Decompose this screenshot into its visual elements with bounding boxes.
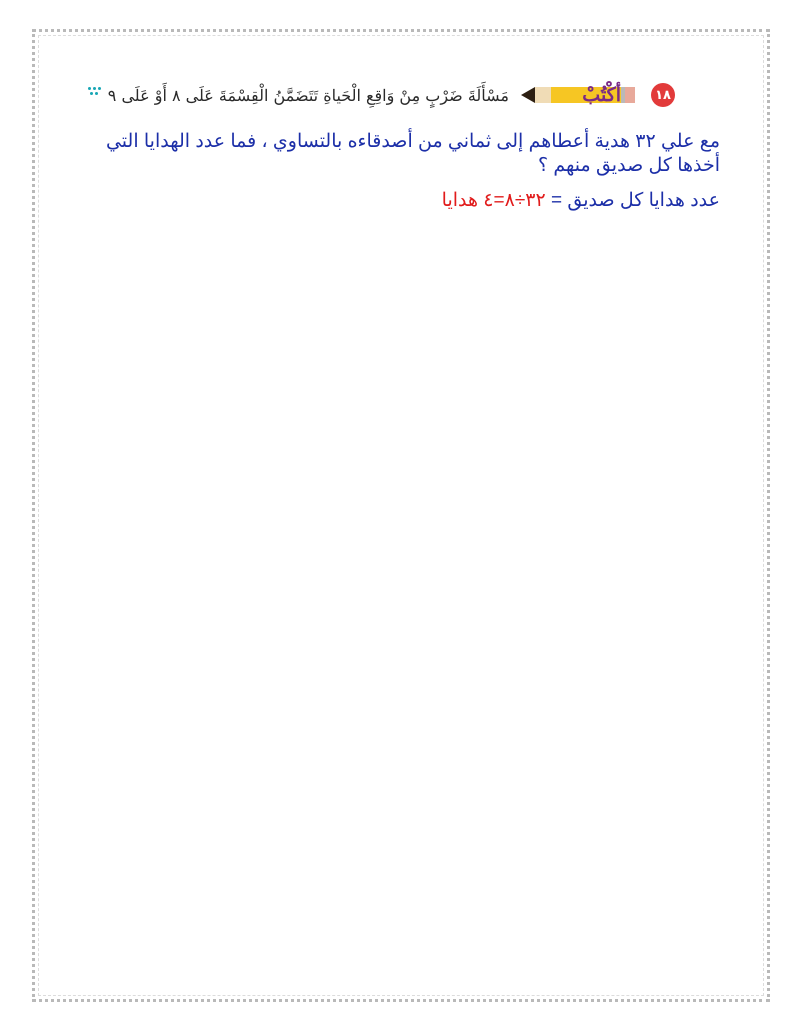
question-number-badge: ١٨ (651, 83, 675, 107)
question-line-2: أخذها كل صديق منهم ؟ (538, 155, 720, 176)
exercise-prompt-text: مَسْأَلَةَ ضَرْبٍ مِنْ وَاقِعِ الْحَياةِ تَتَضَمَّنُ الْقِسْمَةَ عَلَى ٨ أَوْ عَلَى ٩ (107, 85, 509, 105)
answer-line (80, 189, 720, 213)
pencil-icon (521, 81, 639, 109)
exercise-content (80, 130, 720, 213)
question-text (80, 130, 720, 178)
answer-label: عدد هدايا كل صديق = (545, 190, 720, 211)
exercise-header (107, 78, 675, 112)
dots-icon (87, 86, 103, 98)
exercise-prompt (85, 86, 509, 105)
question-line-1: مع علي ٣٢ هدية أعطاهم إلى ثماني من أصدقاءه بالتساوي ، فما عدد الهدايا التي (105, 131, 720, 152)
section-label: أكْتُبْ (582, 84, 621, 106)
answer-value: ٣٢÷٨=٤ هدايا (441, 190, 546, 211)
